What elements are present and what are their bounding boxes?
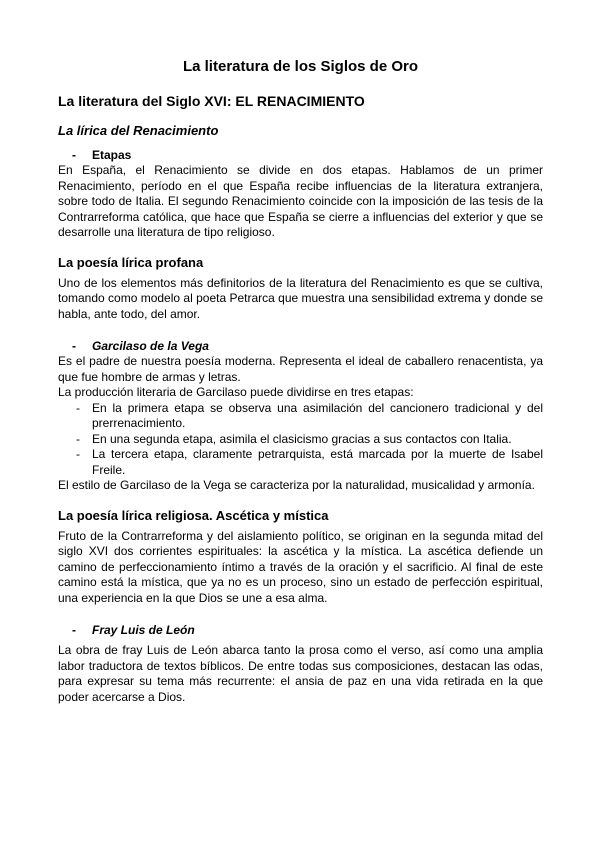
bullet-label-garcilaso: Garcilaso de la Vega [92,339,209,353]
paragraph-garcilaso-etapas-intro: La producción literaria de Garcilaso puede dividirse en tres etapas: [58,385,414,399]
list-item [58,447,543,478]
bullet-garcilaso [58,338,543,354]
subsection-heading-lirica: La lírica del Renacimiento [58,123,219,138]
paragraph-garcilaso-estilo: El estilo de Garcilaso de la Vega se caracteriza por la naturalidad, musicalidad y armonía. [58,478,535,492]
bullet-dash: - [72,339,76,353]
list-dash: - [76,400,80,415]
paragraph-fray-luis: La obra de fray Luis de León abarca tanto la prosa como el verso, así como una amplia labor traductora de textos bíblicos. De entre todas sus composiciones, destacan las odas, para expresar su tema más recurrente: el ansia de paz en una vida retirada en la que poder acercarse a Dios. [58,643,543,704]
paragraph-etapas: En España, el Renacimiento se divide en dos etapas. Hablamos de un primer Renacimiento, período en el que España recibe influencias de la literatura extranjera, sobre todo de Italia. El segundo Renacimiento coincide con la imposición de las tesis de la Contrarreforma católica, que hace que España se cierre a influencias del exterior y que se desarrolle una literatura de tipo religioso. [58,163,543,239]
bullet-label-etapas: Etapas [92,148,132,162]
list-item-text: En una segunda etapa, asimila el clasicismo gracias a sus contactos con Italia. [92,431,512,446]
list-garcilaso-etapas [58,401,543,479]
bullet-dash: - [72,148,76,162]
bullet-label-fray-luis: Fray Luis de León [92,623,195,637]
paragraph-religiosa: Fruto de la Contrarreforma y del aislamiento político, se originan en la segunda mitad del siglo XVI dos corrientes espirituales: la ascética y la mística. La ascética defiende un camino de perfeccionamiento íntimo a través de la oración y el sacrificio. Al final de este camino está la mística, que ya no es un proceso, sino un estado de perfección espiritual, una experiencia en la que Dios se une a esa alma. [58,528,543,605]
list-item [58,401,543,432]
bullet-dash: - [72,623,76,637]
subsection-heading-religiosa: La poesía lírica religiosa. Ascética y mística [58,507,329,523]
subsection-heading-profana: La poesía lírica profana [58,254,204,270]
list-item [58,432,543,448]
bullet-etapas [58,147,543,163]
list-item-text: La tercera etapa, claramente petrarquista, está marcada por la muerte de Isabel Freile. [92,447,543,477]
section-heading-renacimiento: La literatura del Siglo XVI: EL RENACIMIENTO [58,93,365,109]
document-page [58,52,543,705]
paragraph-garcilaso-intro: Es el padre de nuestra poesía moderna. Representa el ideal de caballero renacentista, ya que fue hombre de armas y letras. [58,354,543,384]
list-dash: - [76,431,80,446]
list-item-text: En la primera etapa se observa una asimilación del cancionero tradicional y del prerrenacimiento. [92,400,543,430]
paragraph-profana: Uno de los elementos más definitorios de la literatura del Renacimiento es que se cultiva, tomando como modelo al poeta Petrarca que muestra una sensibilidad extrema y donde se habla, ante todo, del amor. [58,275,543,321]
bullet-fray-luis [58,622,543,638]
list-dash: - [76,447,80,461]
page-title: La literatura de los Siglos de Oro [182,58,419,75]
